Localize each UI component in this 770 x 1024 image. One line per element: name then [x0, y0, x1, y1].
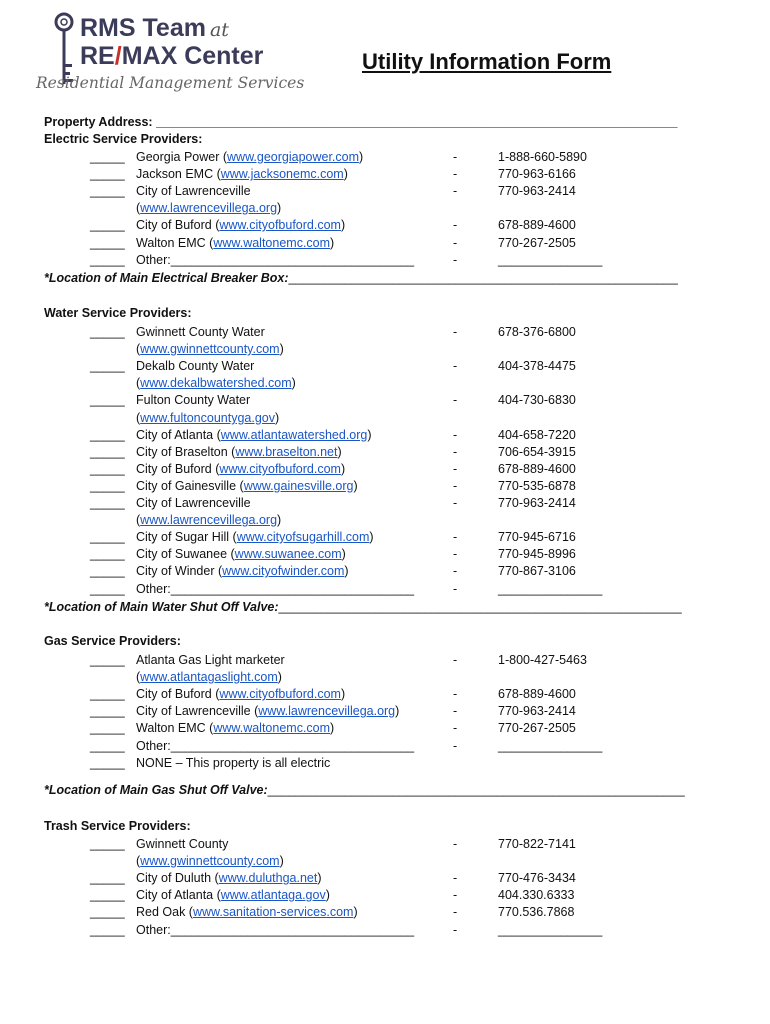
provider-website-link[interactable]: www.atlantawatershed.org [220, 428, 368, 442]
provider-phone: 404-658-7220 [498, 428, 576, 442]
provider-name [136, 252, 414, 269]
provider-text: ) [340, 218, 346, 232]
provider-text: ) [277, 513, 282, 527]
provider-text: Atlanta Gas Light marketer [136, 653, 285, 667]
water-provider-row [0, 563, 770, 580]
provider-text: City of Buford ( [136, 218, 220, 232]
provider-phone: 404-730-6830 [498, 393, 576, 407]
gas-provider-row [0, 738, 770, 755]
provider-text: City of Lawrenceville [136, 184, 251, 198]
provider-website-link[interactable]: www.fultoncountyga.gov [140, 411, 275, 425]
provider-website-link[interactable]: www.gainesville.org [243, 479, 354, 493]
separator-dash: - [453, 184, 458, 198]
provider-name [136, 444, 342, 461]
provider-text: ) [353, 479, 358, 493]
trash-provider-row [0, 904, 770, 921]
provider-website-link[interactable]: www.cityofwinder.com [222, 564, 345, 578]
provider-text: City of Duluth ( [136, 871, 219, 885]
checkbox-blank[interactable]: _____ [90, 923, 125, 937]
water-section-heading: Water Service Providers: [44, 306, 192, 320]
provider-website-link[interactable]: www.lawrencevillega.org [140, 513, 278, 527]
provider-name [136, 652, 285, 669]
separator-dash: - [453, 582, 458, 596]
provider-phone: 678-376-6800 [498, 325, 576, 339]
checkbox-blank[interactable]: _____ [90, 393, 125, 407]
separator-dash: - [453, 739, 458, 753]
provider-name [136, 495, 251, 512]
checkbox-blank[interactable]: _____ [90, 359, 125, 373]
separator-dash: - [453, 359, 458, 373]
provider-phone: 770-945-8996 [498, 547, 576, 561]
provider-text: ) [277, 670, 282, 684]
provider-text: ( [136, 670, 141, 684]
provider-phone: 770-867-3106 [498, 564, 576, 578]
provider-phone: _______________ [498, 253, 603, 267]
provider-text: Walton EMC ( [136, 721, 214, 735]
form-line [44, 305, 770, 322]
checkbox-blank[interactable]: _____ [90, 582, 125, 596]
provider-text: ) [395, 704, 400, 718]
provider-phone: 1-888-660-5890 [498, 150, 587, 164]
checkbox-blank[interactable]: _____ [90, 547, 125, 561]
gas-section-heading: Gas Service Providers: [44, 634, 181, 648]
provider-text: ( [136, 854, 141, 868]
trash-provider-row [0, 870, 770, 887]
provider-name [136, 669, 282, 686]
provider-phone: 770-476-3434 [498, 871, 576, 885]
provider-text: City of Atlanta ( [136, 428, 221, 442]
provider-phone: 770-963-2414 [498, 704, 576, 718]
separator-dash: - [453, 564, 458, 578]
electric-provider-row [0, 183, 770, 200]
checkbox-blank[interactable]: _____ [90, 653, 125, 667]
separator-dash: - [453, 905, 458, 919]
checkbox-blank[interactable]: _____ [90, 479, 125, 493]
form-line [44, 633, 770, 650]
provider-text: City of Gainesville ( [136, 479, 244, 493]
water-provider-row [0, 546, 770, 563]
checkbox-blank[interactable]: _____ [90, 687, 125, 701]
provider-name [136, 392, 250, 409]
form-title: Utility Information Form [362, 49, 612, 74]
provider-website-link[interactable]: www.waltonemc.com [213, 721, 331, 735]
provider-website-link[interactable]: www.cityofbuford.com [219, 687, 341, 701]
provider-name [136, 563, 349, 580]
provider-website-link[interactable]: www.dekalbwatershed.com [140, 376, 292, 390]
provider-name [136, 358, 254, 375]
checkbox-blank[interactable]: _____ [90, 739, 125, 753]
provider-name [136, 887, 330, 904]
provider-name [136, 581, 414, 598]
provider-phone: 678-889-4600 [498, 462, 576, 476]
provider-text: ) [359, 150, 364, 164]
provider-website-link[interactable]: www.sanitation-services.com [192, 905, 354, 919]
checkbox-blank[interactable]: _____ [90, 253, 125, 267]
provider-name [136, 720, 334, 737]
provider-text: City of Buford ( [136, 687, 220, 701]
provider-phone: _______________ [498, 923, 603, 937]
provider-name [136, 755, 330, 772]
water-provider-row [0, 495, 770, 512]
water-provider-row [0, 324, 770, 341]
provider-website-link[interactable]: www.lawrencevillega.org [140, 201, 278, 215]
electric-location-label: *Location of Main Electrical Breaker Box: [44, 271, 289, 285]
provider-name [136, 686, 345, 703]
provider-name [136, 375, 296, 392]
water-provider-row [0, 461, 770, 478]
provider-website-link[interactable]: www.jacksonemc.com [220, 167, 344, 181]
checkbox-blank[interactable]: _____ [90, 871, 125, 885]
provider-text: ) [330, 236, 335, 250]
form-line [44, 131, 770, 148]
provider-website-link[interactable]: www.cityofbuford.com [219, 218, 341, 232]
gas-provider-row [0, 652, 770, 669]
provider-phone: 1-800-427-5463 [498, 653, 587, 667]
logo-brokerage: RE/MAX Center [80, 42, 264, 70]
provider-text: ) [340, 687, 346, 701]
water-location-label: *Location of Main Water Shut Off Valve: [44, 600, 279, 614]
checkbox-blank[interactable]: _____ [90, 325, 125, 339]
water-provider-row [0, 392, 770, 409]
provider-text: ) [369, 530, 374, 544]
electric-location-field[interactable]: ________________________________________________________ [288, 271, 678, 285]
provider-phone: 404-378-4475 [498, 359, 576, 373]
provider-name [136, 410, 279, 427]
provider-text: Gwinnett County Water [136, 325, 265, 339]
provider-website-link[interactable]: www.atlantaga.gov [220, 888, 326, 902]
form-line [44, 114, 770, 131]
provider-name [136, 183, 251, 200]
water-provider-row [0, 529, 770, 546]
provider-name [136, 217, 345, 234]
provider-website-link[interactable]: www.braselton.net [235, 445, 338, 459]
provider-name [136, 529, 374, 546]
separator-dash: - [453, 150, 458, 164]
provider-text: ( [136, 201, 141, 215]
provider-text: City of Braselton ( [136, 445, 236, 459]
separator-dash: - [453, 253, 458, 267]
provider-website-link[interactable]: www.waltonemc.com [213, 236, 331, 250]
provider-text: ) [340, 462, 346, 476]
water-provider-row [0, 427, 770, 444]
water-provider-row [0, 341, 770, 358]
trash-provider-row [0, 887, 770, 904]
water-provider-row [0, 410, 770, 427]
provider-text: ) [279, 342, 284, 356]
provider-name [136, 703, 399, 720]
separator-dash: - [453, 653, 458, 667]
separator-dash: - [453, 462, 458, 476]
checkbox-blank[interactable]: _____ [90, 496, 125, 510]
provider-text: Gwinnett County [136, 837, 229, 851]
checkbox-blank[interactable]: _____ [90, 150, 125, 164]
separator-dash: - [453, 428, 458, 442]
provider-text: Other:___________________________________ [136, 253, 415, 267]
separator-dash: - [453, 218, 458, 232]
separator-dash: - [453, 530, 458, 544]
provider-text: Georgia Power ( [136, 150, 228, 164]
provider-phone: 678-889-4600 [498, 687, 576, 701]
provider-text: ( [136, 411, 141, 425]
provider-text: ) [330, 721, 335, 735]
provider-website-link[interactable]: www.atlantagaslight.com [140, 670, 278, 684]
provider-phone: 404.330.6333 [498, 888, 575, 902]
provider-phone: 770-535-6878 [498, 479, 576, 493]
separator-dash: - [453, 871, 458, 885]
separator-dash: - [453, 393, 458, 407]
provider-text: ( [136, 513, 141, 527]
water-provider-row [0, 444, 770, 461]
electric-provider-row [0, 200, 770, 217]
water-provider-row [0, 358, 770, 375]
separator-dash: - [453, 547, 458, 561]
electric-section-heading: Electric Service Providers: [44, 132, 203, 146]
separator-dash: - [453, 445, 458, 459]
electric-provider-row [0, 166, 770, 183]
provider-name [136, 870, 322, 887]
separator-dash: - [453, 167, 458, 181]
separator-dash: - [453, 496, 458, 510]
logo-name: RMS Team at [80, 14, 229, 42]
provider-name [136, 512, 281, 529]
checkbox-blank[interactable]: _____ [90, 167, 125, 181]
checkbox-blank[interactable]: _____ [90, 905, 125, 919]
provider-name [136, 836, 228, 853]
separator-dash: - [453, 721, 458, 735]
provider-name [136, 546, 346, 563]
checkbox-blank[interactable]: _____ [90, 462, 125, 476]
logo-tagline: Residential Management Services [36, 74, 305, 92]
trash-provider-row [0, 836, 770, 853]
gas-location-field[interactable]: ____________________________________________________________ [267, 783, 685, 797]
separator-dash: - [453, 687, 458, 701]
checkbox-blank[interactable]: _____ [90, 888, 125, 902]
provider-phone: _______________ [498, 582, 603, 596]
form-line [44, 270, 770, 287]
trash-provider-row [0, 922, 770, 939]
provider-text: ) [279, 854, 284, 868]
form-line [44, 599, 770, 616]
electric-provider-row [0, 235, 770, 252]
form-line [44, 782, 770, 799]
checkbox-blank[interactable]: _____ [90, 837, 125, 851]
provider-text: ) [353, 905, 358, 919]
provider-name [136, 427, 372, 444]
checkbox-blank[interactable]: _____ [90, 530, 125, 544]
provider-text: City of Suwanee ( [136, 547, 235, 561]
provider-text: City of Buford ( [136, 462, 220, 476]
provider-text: Walton EMC ( [136, 236, 214, 250]
provider-name [136, 324, 265, 341]
separator-dash: - [453, 479, 458, 493]
provider-phone: 770-963-2414 [498, 184, 576, 198]
water-provider-row [0, 375, 770, 392]
provider-text: Other:___________________________________ [136, 739, 415, 753]
provider-name [136, 738, 414, 755]
provider-text: Red Oak ( [136, 905, 193, 919]
provider-text: ) [274, 411, 280, 425]
trash-section-heading: Trash Service Providers: [44, 819, 191, 833]
checkbox-blank[interactable]: _____ [90, 564, 125, 578]
provider-text: ) [344, 564, 349, 578]
water-location-field[interactable]: __________________________________________________________ [278, 600, 682, 614]
provider-text: Jackson EMC ( [136, 167, 221, 181]
separator-dash: - [453, 837, 458, 851]
provider-text: ) [325, 888, 330, 902]
separator-dash: - [453, 923, 458, 937]
provider-name [136, 904, 358, 921]
checkbox-blank[interactable]: _____ [90, 704, 125, 718]
separator-dash: - [453, 704, 458, 718]
provider-name [136, 461, 345, 478]
provider-text: ) [317, 871, 322, 885]
provider-name [136, 341, 284, 358]
checkbox-blank[interactable]: _____ [90, 184, 125, 198]
provider-text: City of Sugar Hill ( [136, 530, 237, 544]
checkbox-blank[interactable]: _____ [90, 428, 125, 442]
provider-text: NONE – This property is all electric [136, 756, 331, 770]
provider-text: Dekalb County Water [136, 359, 255, 373]
separator-dash: - [453, 236, 458, 250]
electric-provider-row [0, 217, 770, 234]
electric-provider-row [0, 252, 770, 269]
provider-text: ( [136, 342, 141, 356]
gas-provider-row [0, 755, 770, 772]
provider-website-link[interactable]: www.cityofbuford.com [219, 462, 341, 476]
checkbox-blank[interactable]: _____ [90, 445, 125, 459]
water-provider-row [0, 478, 770, 495]
provider-phone: 706-654-3915 [498, 445, 576, 459]
trash-provider-row [0, 853, 770, 870]
provider-text: ) [277, 201, 282, 215]
provider-phone: 770-267-2505 [498, 236, 576, 250]
provider-name [136, 166, 348, 183]
provider-phone: 770-963-6166 [498, 167, 576, 181]
provider-name [136, 478, 358, 495]
checkbox-blank[interactable]: _____ [90, 756, 125, 770]
provider-phone: 770-945-6716 [498, 530, 576, 544]
provider-text: City of Winder ( [136, 564, 223, 578]
provider-name [136, 922, 414, 939]
provider-text: City of Atlanta ( [136, 888, 221, 902]
provider-text: ) [341, 547, 346, 561]
provider-text: Other:___________________________________ [136, 582, 415, 596]
gas-location-label: *Location of Main Gas Shut Off Valve: [44, 783, 268, 797]
water-provider-row [0, 581, 770, 598]
provider-name [136, 200, 281, 217]
gas-provider-row [0, 669, 770, 686]
provider-website-link[interactable]: www.suwanee.com [234, 547, 342, 561]
provider-website-link[interactable]: www.cityofsugarhill.com [236, 530, 370, 544]
provider-phone: 770.536.7868 [498, 905, 575, 919]
provider-text: City of Lawrenceville ( [136, 704, 259, 718]
provider-text: Fulton County Water [136, 393, 251, 407]
provider-website-link[interactable]: www.gwinnettcounty.com [140, 342, 280, 356]
provider-phone: 770-267-2505 [498, 721, 576, 735]
provider-text: ) [337, 445, 342, 459]
electric-provider-row [0, 149, 770, 166]
provider-name [136, 853, 284, 870]
provider-phone: 678-889-4600 [498, 218, 576, 232]
provider-website-link[interactable]: www.gwinnettcounty.com [140, 854, 280, 868]
provider-text: Other:___________________________________ [136, 923, 415, 937]
water-provider-row [0, 512, 770, 529]
provider-phone: _______________ [498, 739, 603, 753]
gas-provider-row [0, 703, 770, 720]
separator-dash: - [453, 888, 458, 902]
provider-website-link[interactable]: www.lawrencevillega.org [258, 704, 396, 718]
provider-phone: 770-963-2414 [498, 496, 576, 510]
checkbox-blank[interactable]: _____ [90, 218, 125, 232]
company-logo [34, 10, 304, 102]
separator-dash: - [453, 325, 458, 339]
form-line [44, 818, 770, 835]
provider-text: ) [367, 428, 372, 442]
provider-text: City of Lawrenceville [136, 496, 251, 510]
provider-name [136, 235, 334, 252]
gas-provider-row [0, 720, 770, 737]
provider-text: ) [343, 167, 348, 181]
provider-text: ( [136, 376, 141, 390]
provider-website-link[interactable]: www.georgiapower.com [227, 150, 360, 164]
checkbox-blank[interactable]: _____ [90, 236, 125, 250]
provider-name [136, 149, 363, 166]
property-address-field[interactable]: Property Address: ___________________________________________________________________________ [44, 115, 678, 129]
provider-text: ) [291, 376, 296, 390]
checkbox-blank[interactable]: _____ [90, 721, 125, 735]
provider-website-link[interactable]: www.duluthga.net [218, 871, 318, 885]
gas-provider-row [0, 686, 770, 703]
provider-phone: 770-822-7141 [498, 837, 576, 851]
